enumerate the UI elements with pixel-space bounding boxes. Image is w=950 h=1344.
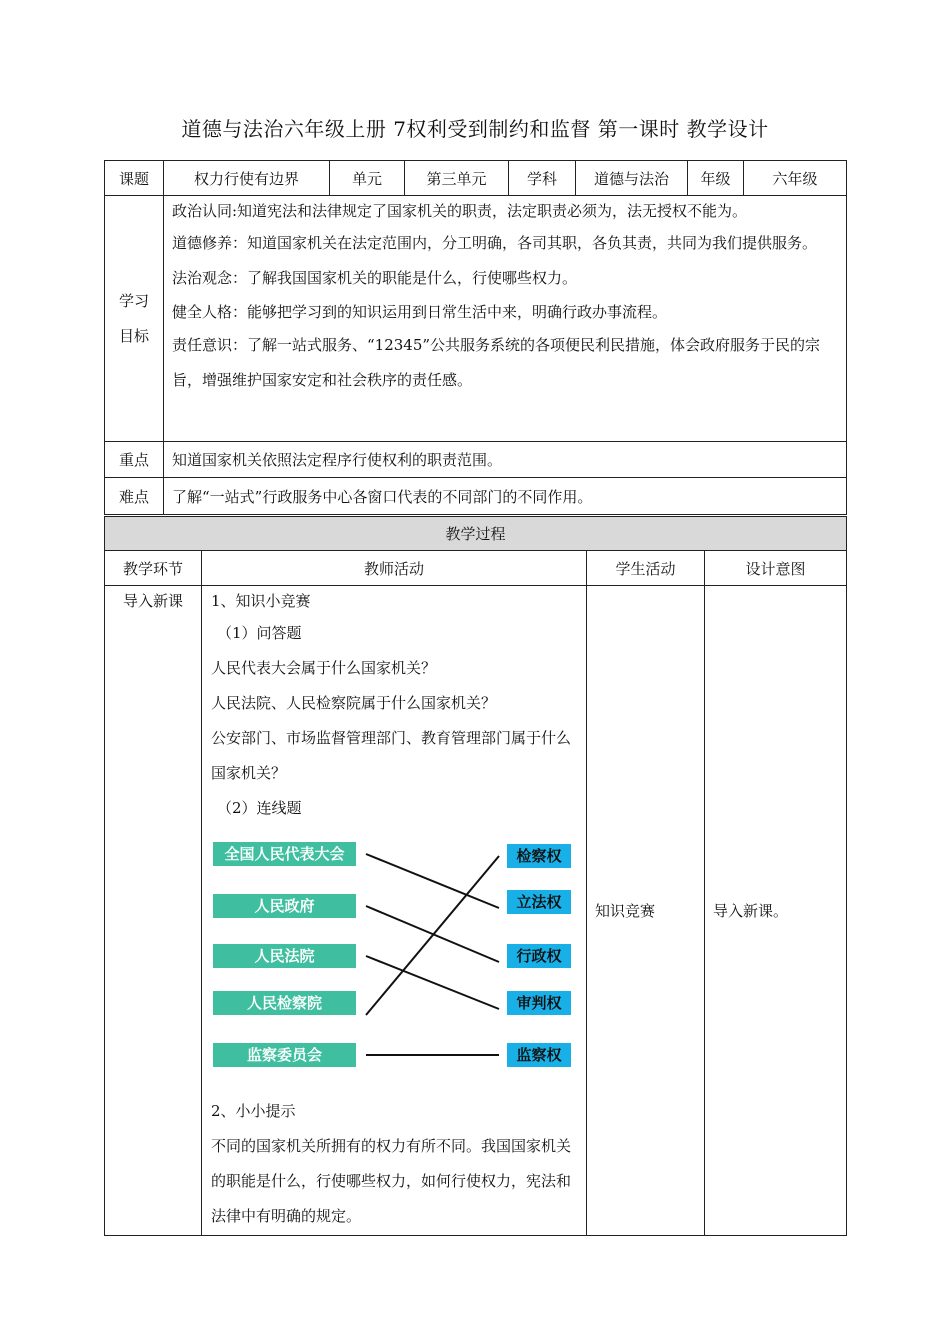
power-box: 行政权 [507,944,571,968]
question-1: 人民代表大会属于什么国家机关？ [211,659,437,677]
qa-heading: （1）问答题 [217,624,302,642]
process-table [104,516,847,1236]
topic-label: 课题 [105,161,164,196]
power-box: 监察权 [507,1043,571,1067]
goal-item: 法治观念：了解我国国家机关的职能是什么，行使哪些权力。 [172,269,578,287]
section-2-heading: 2、小小提示 [211,1102,296,1120]
goals-label-line2: 目标 [118,326,149,345]
matching-heading: （2）连线题 [217,799,302,817]
col-stage: 教学环节 [105,551,202,586]
col-teacher: 教师活动 [202,551,587,586]
col-intent: 设计意图 [705,551,847,586]
document-title: 道德与法治六年级上册 7权利受到制约和监督 第一课时 教学设计 [181,117,769,141]
goals-content [164,196,847,442]
organ-box: 人民法院 [213,944,356,968]
key-point-text: 知道国家机关依照法定程序行使权利的职责范围。 [164,442,847,478]
goal-item: 责任意识：了解一站式服务、“12345”公共服务系统的各项便民利民措施，体会政府服务于民的宗旨，增强维护国家安定和社会秩序的责任感。 [172,336,821,389]
section-1-heading: 1、知识小竞赛 [211,592,311,610]
power-box: 审判权 [507,991,571,1015]
info-table [104,160,847,515]
matching-diagram [211,834,581,1084]
student-activity: 知识竞赛 [587,586,705,1236]
organ-box: 人民政府 [213,894,356,918]
design-intent: 导入新课。 [705,586,847,1236]
teacher-activity [202,586,587,1236]
unit-label: 单元 [330,161,405,196]
col-student: 学生活动 [587,551,705,586]
difficulty-label: 难点 [105,478,164,515]
organ-box: 监察委员会 [213,1043,356,1067]
difficulty-text: 了解“一站式”行政服务中心各窗口代表的不同部门的不同作用。 [164,478,847,515]
subject-label: 学科 [509,161,576,196]
power-box: 立法权 [507,890,571,914]
subject-value: 道德与法治 [576,161,688,196]
topic-value: 权力行使有边界 [164,161,330,196]
unit-value: 第三单元 [405,161,509,196]
goal-item: 政治认同:知道宪法和法律规定了国家机关的职责，法定职责必须为，法无授权不能为。 [172,202,748,220]
power-box: 检察权 [507,844,571,868]
key-point-label: 重点 [105,442,164,478]
goal-item: 道德修养：知道国家机关在法定范围内，分工明确，各司其职，各负其责，共同为我们提供服务。 [172,234,818,252]
question-3: 公安部门、市场监督管理部门、教育管理部门属于什么国家机关？ [211,729,572,782]
goal-item: 健全人格：能够把学习到的知识运用到日常生活中来，明确行政办事流程。 [172,303,668,321]
grade-value: 六年级 [744,161,847,196]
question-2: 人民法院、人民检察院属于什么国家机关？ [211,694,497,712]
organ-box: 全国人民代表大会 [213,842,356,866]
organ-box: 人民检察院 [213,991,356,1015]
grade-label: 年级 [688,161,744,196]
goals-label-line1: 学习 [118,291,149,310]
process-heading: 教学过程 [105,517,847,551]
match-line [366,956,499,1009]
match-line [366,856,499,1015]
goals-label [105,196,164,442]
hint-text: 不同的国家机关所拥有的权力有所不同。我国国家机关的职能是什么，行使哪些权力，如何行使权力，宪法和法律中有明确的规定。 [211,1137,572,1225]
stage-cell: 导入新课 [105,586,202,1236]
